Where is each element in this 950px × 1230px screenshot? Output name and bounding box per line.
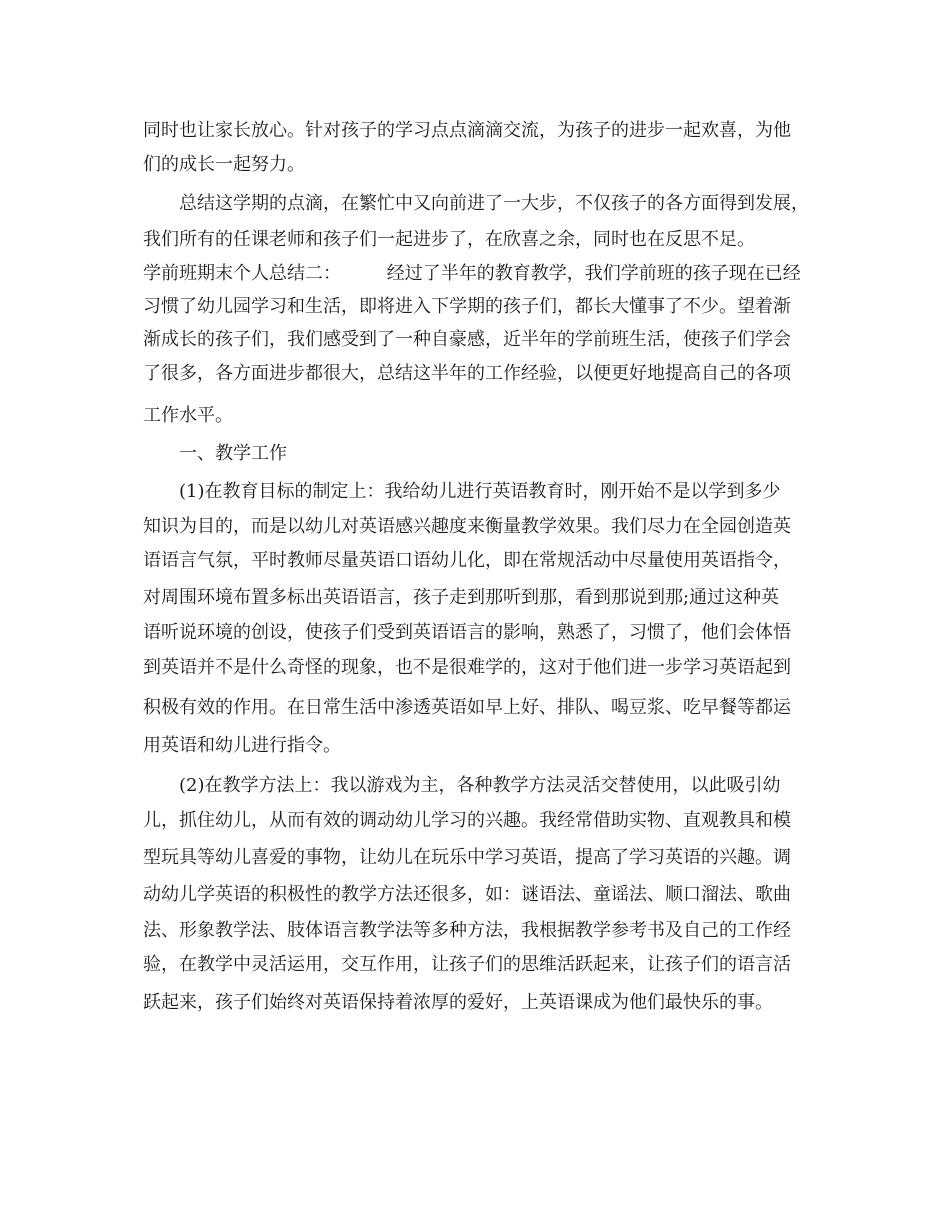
text-line: 到英语并不是什么奇怪的现象，也不是很难学的，这对于他们进一步学习英语起到 bbox=[143, 657, 791, 678]
text-line: 工作水平。 bbox=[143, 405, 233, 426]
text-line: 儿，抓住幼儿，从而有效的调动幼儿学习的兴趣。我经常借助实物、直观教具和模 bbox=[143, 810, 791, 831]
text-line: 型玩具等幼儿喜爱的事物，让幼儿在玩乐中学习英语，提高了学习英语的兴趣。调 bbox=[143, 847, 791, 868]
section-heading-line: 学前班期末个人总结二： 经过了半年的教育教学，我们学前班的孩子现在已经 bbox=[143, 263, 801, 284]
text-line: (1)在教育目标的制定上：我给幼儿进行英语教育时，刚开始不是以学到多少 bbox=[179, 481, 781, 502]
text-line: 语听说环境的创设，使孩子们受到英语语言的影响，熟悉了，习惯了，他们会体悟 bbox=[143, 622, 791, 643]
text-line: 总结这学期的点滴，在繁忙中又向前进了一大步，不仅孩子的各方面得到发展， bbox=[179, 193, 809, 214]
text-line: 习惯了幼儿园学习和生活，即将进入下学期的孩子们，都长大懂事了不少。望着渐 bbox=[143, 296, 791, 317]
text-line: 用英语和幼儿进行指令。 bbox=[143, 735, 341, 756]
text-line: 对周围环境布置多标出英语语言，孩子走到那听到那，看到那说到那;通过这种英 bbox=[143, 587, 780, 608]
text-line: 语语言气氛，平时教师尽量英语口语幼儿化，即在常规活动中尽量使用英语指令， bbox=[143, 550, 791, 571]
text-line: 积极有效的作用。在日常生活中渗透英语如早上好、排队、喝豆浆、吃早餐等都运 bbox=[143, 697, 791, 718]
text-line: 渐成长的孩子们，我们感受到了一种自豪感，近半年的学前班生活，使孩子们学会 bbox=[143, 329, 791, 350]
text-line: 动幼儿学英语的积极性的教学方法还很多，如：谜语法、童谣法、顺口溜法、歌曲 bbox=[143, 884, 791, 905]
text-line: 跃起来，孩子们始终对英语保持着浓厚的爱好，上英语课成为他们最快乐的事。 bbox=[143, 992, 773, 1013]
text-line: 同时也让家长放心。针对孩子的学习点点滴滴交流，为孩子的进步一起欢喜，为他 bbox=[143, 120, 791, 141]
text-line: 验，在教学中灵活运用，交互作用，让孩子们的思维活跃起来，让孩子们的语言活 bbox=[143, 954, 791, 975]
text-line: 我们所有的任课老师和孩子们一起进步了，在欣喜之余，同时也在反思不足。 bbox=[143, 229, 755, 250]
text-line: 了很多，各方面进步都很大，总结这半年的工作经验，以便更好地提高自己的各项 bbox=[143, 363, 791, 384]
text-line: 们的成长一起努力。 bbox=[143, 154, 305, 175]
text-line: 法、形象教学法、肢体语言教学法等多种方法，我根据教学参考书及自己的工作经 bbox=[143, 920, 791, 941]
text-line: 知识为目的，而是以幼儿对英语感兴趣度来衡量教学效果。我们尽力在全园创造英 bbox=[143, 516, 791, 537]
text-line: (2)在教学方法上：我以游戏为主，各种教学方法灵活交替使用，以此吸引幼 bbox=[179, 775, 781, 796]
subheading-line: 一、教学工作 bbox=[179, 443, 287, 464]
